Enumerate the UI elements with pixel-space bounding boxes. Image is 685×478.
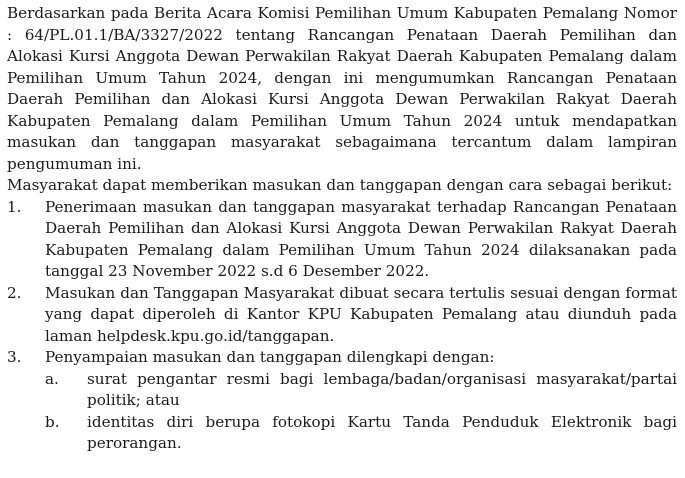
list-number: 2. bbox=[7, 283, 22, 302]
list-item bbox=[7, 347, 677, 455]
list-item-text: Penyampaian masukan dan tanggapan dilengkapi dengan: bbox=[45, 348, 495, 366]
sub-list-item-text: surat pengantar resmi bagi lembaga/badan/organisasi masyarakat/partai politik; atau bbox=[87, 369, 677, 409]
intro-paragraph: Berdasarkan pada Berita Acara Komisi Pemilihan Umum Kabupaten Pemalang Nomor : 64/PL.01.1/BA/3327/2022 tentang Rancangan Penataan Daerah Pemilihan dan Alokasi Kursi Anggota Dewan Perwakilan Rakyat Daerah Kabupaten Pemalang dalam Pemilihan Umum Tahun 2024, dengan ini mengumumkan Rancangan Penataan Daerah Pemilihan dan Alokasi Kursi Anggota Dewan Perwakilan Rakyat Daerah Kabupaten Pemalang dalam Pemilihan Umum Tahun 2024 untuk mendapatkan masukan dan tanggapan masyarakat sebagaimana tercantum dalam lampiran pengumuman ini. bbox=[7, 4, 677, 173]
list-number: 1. bbox=[7, 197, 22, 216]
numbered-list bbox=[7, 197, 677, 455]
sub-list-item bbox=[45, 412, 677, 455]
list-item bbox=[7, 283, 677, 348]
sub-list-item-text: identitas diri berupa fotokopi Kartu Tanda Penduduk Elektronik bagi perorangan. bbox=[87, 412, 677, 452]
sub-list-letter: b. bbox=[45, 412, 60, 431]
list-item bbox=[7, 197, 677, 283]
list-item-text: Masukan dan Tanggapan Masyarakat dibuat secara tertulis sesuai dengan format yang dapat diperoleh di Kantor KPU Kabupaten Pemalang atau diunduh pada laman helpdesk.kpu.go.id/tanggapan. bbox=[45, 283, 677, 345]
lead-paragraph: Masyarakat dapat memberikan masukan dan tanggapan dengan cara sebagai berikut: bbox=[7, 176, 673, 194]
list-number: 3. bbox=[7, 348, 22, 366]
list-item-text: Penerimaan masukan dan tanggapan masyarakat terhadap Rancangan Penataan Daerah Pemilihan dan Alokasi Kursi Anggota Dewan Perwakilan Rakyat Daerah Kabupaten Pemalang dalam Pemilihan Umum Tahun 2024 dilaksanakan pada tanggal 23 November 2022 s.d 6 Desember 2022. bbox=[45, 197, 677, 280]
sub-list-item bbox=[45, 369, 677, 412]
sub-list-letter: a. bbox=[45, 369, 59, 388]
